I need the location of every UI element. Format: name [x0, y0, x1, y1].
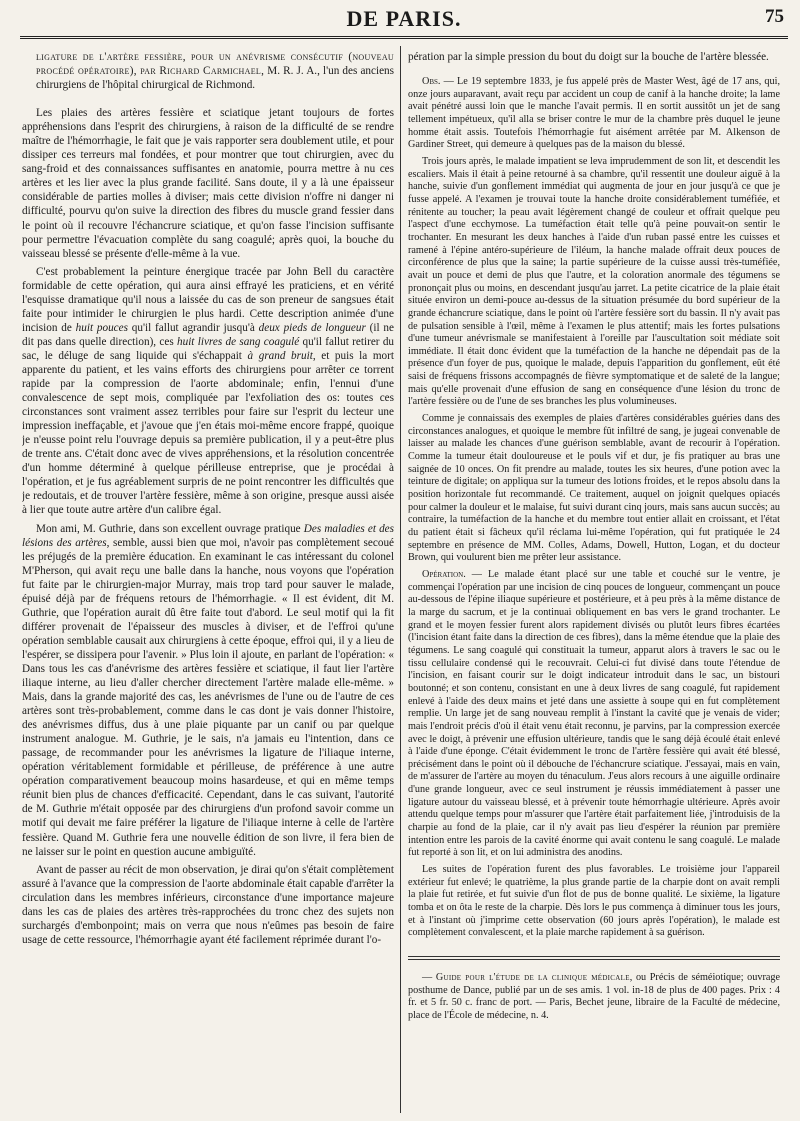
- column-divider: [400, 46, 401, 1113]
- operation-label: Opération.: [422, 568, 466, 580]
- page-header: [20, 6, 788, 39]
- paragraph-4: Avant de passer au récit de mon observation, je dirai qu'on s'était complètement assuré à l'avance que la compression de l'aorte abdominale était capable d'arrêter la circulation dans les membres inférieurs, circonstance d'une importance majeure dans les cas de plaies des artères très-rapprochées du tronc chez des sujets non surchargés d'embonpoint; mais on verra que nous n'eûmes pas besoin de faire usage de cette ressource, l'hémorrhagie ayant été facilement réprimée durant l'o-: [22, 863, 394, 946]
- observation-paragraph: [408, 76, 780, 152]
- text-run: — Le malade étant placé sur une table et couché sur le ventre, je commençai l'opération par une incision de cinq pouces de longueur, commençant un pouce au-dessous de l'épine iliaque supérieure et postérieure, et à peu près à la même distance de la marge du sacrum, et je la continuai obliquement en bas vers le grand trochanter. Le grand et le moyen fessier furent alors rapidement divisés ou plutôt leurs fibres écartées (l'incision étant faite dans la direction de ces fibres), dans la même étendue que la plaie des tégumens. Le sang coagulé qui constituait la tumeur, apparut alors à travers le sac ou le tissu cellulaire condensé qui le recouvrait. Celui-ci fut divisé dans toute l'étendue de l'incision, en faisant courir sur le doigt indicateur introduit dans le sac, un bistouri boutonné; et son contenu, consistant en une à deux livres de sang coagulé, fut rapidement enlevé à l'aide des deux mains et jeté dans une assiette à soupe qui en fut complètement remplie. Un large jet de sang nouveau remplit à l'instant la cavité que je venais de vider; mais l'endroit précis d'où il était venu était reconnu, je parvins, par la compression exercée avec le doigt, à prévenir une effusion ultérieure, tandis que le sang déjà écoulé était enlevé à l'aide d'une éponge. C'était évidemment le tronc de l'artère fessière qui avait été blessé, précisément dans le point où il débouche de l'échancrure sciatique. J'essayai, mais en vain, de m'assurer de l'artère au moyen du ténaculum. J'eus alors recours à une aiguille ordinaire d'une grande longueur, avec ce seul instrument je réussis immédiatement à passer une ligature autour du vaisseau blessé, et à prévenir toute hémorrhagie ultérieure. Après avoir attendu quelque temps pour m'assurer que l'artère était parfaitement liée, j'introduisis de la charpie au fond de la plaie, car il n'y avait pas lieu d'espérer la réunion par première intention entre les parois de la cavité énorme qui avait contenu le sang coagulé. Le malade fut reporté à son lit, et on lui administra des anodins.: [408, 568, 780, 859]
- paragraph-3: [22, 522, 394, 859]
- observation-label: Obs.: [422, 76, 441, 88]
- article-title-line1: ligature de l'artère fessière, pour un anévrisme consécutif (nouveau procédé opératoire), par Richard Carmichael,: [36, 51, 394, 78]
- text-run: Mon ami, M. Guthrie, dans son excellent ouvrage pratique: [36, 522, 304, 535]
- operation-paragraph: [408, 569, 780, 860]
- article-title-line2: M. R. J. A., l'un des anciens chirurgiens de l'hôpital chirurgical de Richmond.: [36, 65, 394, 92]
- text-run: , ou Précis de séméiotique; ouvrage posthume de Dance, publié par un de ses amis. 1 vol. in-18 de plus de 400 pages. Prix : 4 fr. et 5 fr. 50 c. franc de port. — Paris, Bechet jeune, libraire de la Faculté de médecine, place de l'École de médecine, n. 4.: [408, 972, 780, 1021]
- emphasis: huit livres de sang coagulé: [177, 335, 300, 348]
- emphasis: deux pieds de longueur: [258, 321, 366, 334]
- emphasis: Des maladies et des lésions des artères: [22, 522, 394, 549]
- text-run: (il ne dit pas dans quelle direction), ces: [22, 321, 394, 348]
- right-column: [408, 50, 780, 1113]
- continued-text: pération par la simple pression du bout du doigt sur la bouche de l'artère blessée.: [408, 51, 769, 63]
- running-head: DE PARIS.: [346, 6, 462, 31]
- section-separator: [408, 956, 780, 960]
- outcome-paragraph: Les suites de l'opération furent des plus favorables. Le troisième jour l'appareil extérieur fut enlevé; le quatrième, la plus grande partie de la charpie dont on avait rempli la plaie fut retirée, et fut suivie d'un flot de pus de bonne qualité. Le sixième, la ligature tomba et on ôta le reste de la charpie. Dès lors le pus commença à diminuer tous les jours, et à l'instant où j'imprime cette observation (60 jours après l'opération), le malade est complètement convalescent, et la plaie marche rapidement à sa guérison.: [408, 864, 780, 939]
- article-title: [22, 50, 394, 92]
- text-run: qu'il fallut agrandir jusqu'à: [127, 321, 259, 334]
- page-number: 75: [765, 6, 784, 27]
- observation-paragraph-3: Comme je connaissais des exemples de plaies d'artères considérables guéries dans des circonstances analogues, et quoique le membre fût infiltré de sang, je jugeai convenable de laisser au malade les chances d'une guérison semblable, avant de recourir à l'opération. Comme la tumeur était douloureuse et le pouls vif et dur, je fis pratiquer au bras une saignée de 10 onces. On fit prendre au malade, toutes les six heures, d'une potion avec la teinture de digitale; on appliqua sur la tumeur des lotions froides, et le repos absolu dans la position horizontale fut recommandé. Ce traitement, auquel on joignit quelques opiacés pour calmer la douleur et le malaise, fut suivi durant cinq jours, mais sans aucun succès; au contraire, la tuméfaction de la hanche et du membre tout entier allait en croissant, et l'état du patient était si fâcheux qu'il réclama lui-même l'opération, qui fut pratiquée le 24 septembre en présence de MM. Colles, Adams, Dowell, Hutton, Logan, et du docteur Brown, qui voulurent bien me prêter leur assistance.: [408, 413, 780, 564]
- text-run: , et puis la mort apparente du patient, et les vains efforts des chirurgiens pour arrêter ce torrent rapide par la compression de l'aorte abdominale; enfin, l'ennui d'une convalescence de sept mois, compliquée par l'exfoliation des os: toutes ces circonstances sont vraiment assez terribles pour faire sur l'esprit du lecteur une impression ineffaçable, et j'avoue que j'en étais moi-même encore frappé, quoique je n'eusse point relu l'ouvrage depuis sa première publication, il y a peut-être plus de trente ans. C'était donc avec de vives appréhensions, et la résolution concentrée d'un homme déterminé à quelque périlleuse entreprise, que je procédai à l'opération, et je fus agréablement surpris de ne point rencontrer les difficultés que je redoutais, et de trouver l'artère fessière, même à son origine, presque aussi aisée à lier que toute autre artère d'un calibre égal.: [22, 349, 394, 517]
- text-run: qu'il fallut retirer du sac, le déluge de sang liquide qui s'échappait: [22, 335, 394, 362]
- observation-section: [408, 76, 780, 940]
- bibliography-notice: — Guide pour l'étude de la clinique médicale, ou Précis de séméiotique; ouvrage posthume de Dance, publié par un de ses amis. 1 vol. in-18 de plus de 400 pages. Prix : 4 fr. et 5 fr. 50 c. franc de port. — Paris, Bechet jeune, libraire de la Faculté de médecine, place de l'École de médecine, n. 4.: [408, 972, 780, 1021]
- text-run: , semble, aussi bien que moi, n'avoir pas complètement secoué les préjugés de la première éducation. En examinant le cas intéressant du colonel M'Pherson, qui avait reçu une balle dans la hanche, nous voyons que l'opération fut faite par le chirurgien-major Murray, mais trop tard pour sauver le malade, épuisé déjà par de fréquens retours de l'hémorrhagie. « Il est évident, dit M. Guthrie, que l'opération aurait dû être faite tout d'abord. Le seul motif qui la fit différer provenait de l'épaisseur des muscles à diviser, et de l'effroi qu'une opération semblable causait aux chirurgiens à cette époque, effroi qui, il y a lieu de l'espérer, se dissipera pour l'avenir. » Plus loin il ajoute, en parlant de l'opération: « Dans tous les cas d'anévrisme des artères fessière et sciatique, il faut lier l'artère iliaque interne, au lieu d'aller chercher directement l'artère malade elle-même. » Mais, dans la grande majorité des cas, les anévrismes de l'une ou de l'autre de ces artères sont très-probablement, comme dans le cas dont je vais donner l'histoire, des anévrismes diffus, dus à une plaie piquante par un canif ou par quelque instrument analogue. M. Guthrie, je le sais, n'a jamais eu l'intention, dans ce passage, de recommander pour les anévrismes la ligature de l'iliaque interne, opération véritablement formidable et périlleuse, de préférence à une autre opération comparativement beaucoup moins hasardeuse, et qui en même temps réunit bien plus de chances d'efficacité. Cependant, dans le cas suivant, l'autorité de M. Guthrie m'était opposée par des chirurgiens d'un profond savoir comme un motif qui devait me faire préférer la ligature de l'iliaque interne à celle de l'artère fessière. Quand M. Guthrie fera une nouvelle édition de son livre, il fera bien de ne laisser sur le point en question aucune ambiguïté.: [22, 536, 394, 858]
- text-run: C'est probablement la peinture énergique tracée par John Bell du caractère formidable de cette opération, qui aura ainsi effrayé les praticiens, et en vérité l'esquisse dramatique qu'il nous a laissée du cas de son preneur de sangsues était faite pour intimider le chirurgien le plus hardi. Cette description animée d'une incision de: [22, 265, 394, 334]
- text-run: — Le 19 septembre 1833, je fus appelé près de Master West, âgé de 17 ans, qui, onze jours auparavant, avait reçu par accident un coup de canif à la hanche droite; la lame avait pénétré aussi loin que le manche l'avait permis. Il en sortit aussitôt un jet de sang tellement impétueux, qu'il alla se briser contre le mur de la chambre près duquel le jeune homme était assis. Toutefois l'hémorrhagie fut aisément arrêtée par M. Alkenson de Gardiner Street, qui demeure à quelques pas de la maison du blessé.: [408, 76, 780, 151]
- left-column: [22, 50, 394, 1113]
- emphasis: à grand bruit: [247, 349, 313, 362]
- emphasis: huit pouces: [75, 321, 128, 334]
- observation-paragraph-2: Trois jours après, le malade impatient se leva imprudemment de son lit, et descendit les escaliers. Mais il était à peine retourné à sa chambre, qu'il ressentit une douleur aiguë à la hanche, suivie d'un gonflement immédiat qui augmenta de jour en jour jusqu'à ce que je fusse appelé. A l'examen je trouvai toute la hanche droite considérablement tuméfiée, et rénitente au toucher; la peau avait légèrement changé de couleur et offrait quelque peu l'aspect d'une ecchymose. La tuméfaction était telle qu'à peine pouvait-on sentir le trochanter. En mesurant les deux hanches à l'aide d'un ruban passé entre les cuisses et ramené à l'épine antéro-supérieure de l'iléum, la hanche malade offrait deux pouces de circonférence de plus que la saine; la partie supérieure de la cuisse aussi très-tuméfiée, avait un pouce et demi de plus que l'autre, et la coloration anormale des tégumens se prononçait plus ou moins, en descendant jusqu'au jarret. La petite cicatrice de la plaie était située environ un demi-pouce au-dessus de la situation présumée du bord supérieur de la grande échancrure sciatique, dans le point où l'artère fessière sort du bassin. Il n'y avait pas de pulsation sensible à l'œil, même à l'examen le plus attentif; mais les fortes pulsations d'une tumeur anévrismale se manifestaient à l'oreille par l'auscultation soit médiate soit immédiate. Il était donc évident que la tuméfaction de la hanche ne dépendait pas de la présence d'un foyer de pus, quoique le malade, depuis l'apparition du gonflement, eût été saisi de fréquens frissons accompagnés de fièvre symptomatique et de saleté de la langue; mais qu'elle provenait d'une effusion de sang en conséquence d'une lésion du tronc de l'artère fessière ou de l'une de ses branches les plus volumineuses.: [408, 155, 780, 408]
- paragraph-2: [22, 265, 394, 518]
- paragraph-1: Les plaies des artères fessière et sciatique jetant toujours de fortes appréhensions dans l'esprit des chirurgiens, à raison de la difficulté de se rendre maître de l'hémorrhagie, le fait que je vais rapporter sera doublement utile, et pour dissiper ces terreurs mal fondées, et pour montrer que tout chirurgien, avec du sang-froid et des connaissances suffisantes en anatomie, pourra mettre à nu ces artères et les lier avec la plus grande facilité. Sans doute, il y a là une épaisseur considérable de parties molles à diviser; mais cette division n'offre ni danger ni difficulté, pourvu qu'on suive la direction des fibres du muscle grand fessier dans le point où il recouvre l'échancrure sciatique, et qu'on fasse l'incision suffisante pour permettre l'évacuation complète du sang coagulé; après quoi, la bouche du vaisseau blessé se présente d'elle-même à la vue.: [22, 107, 394, 260]
- book-title: Guide pour l'étude de la clinique médicale: [435, 972, 630, 984]
